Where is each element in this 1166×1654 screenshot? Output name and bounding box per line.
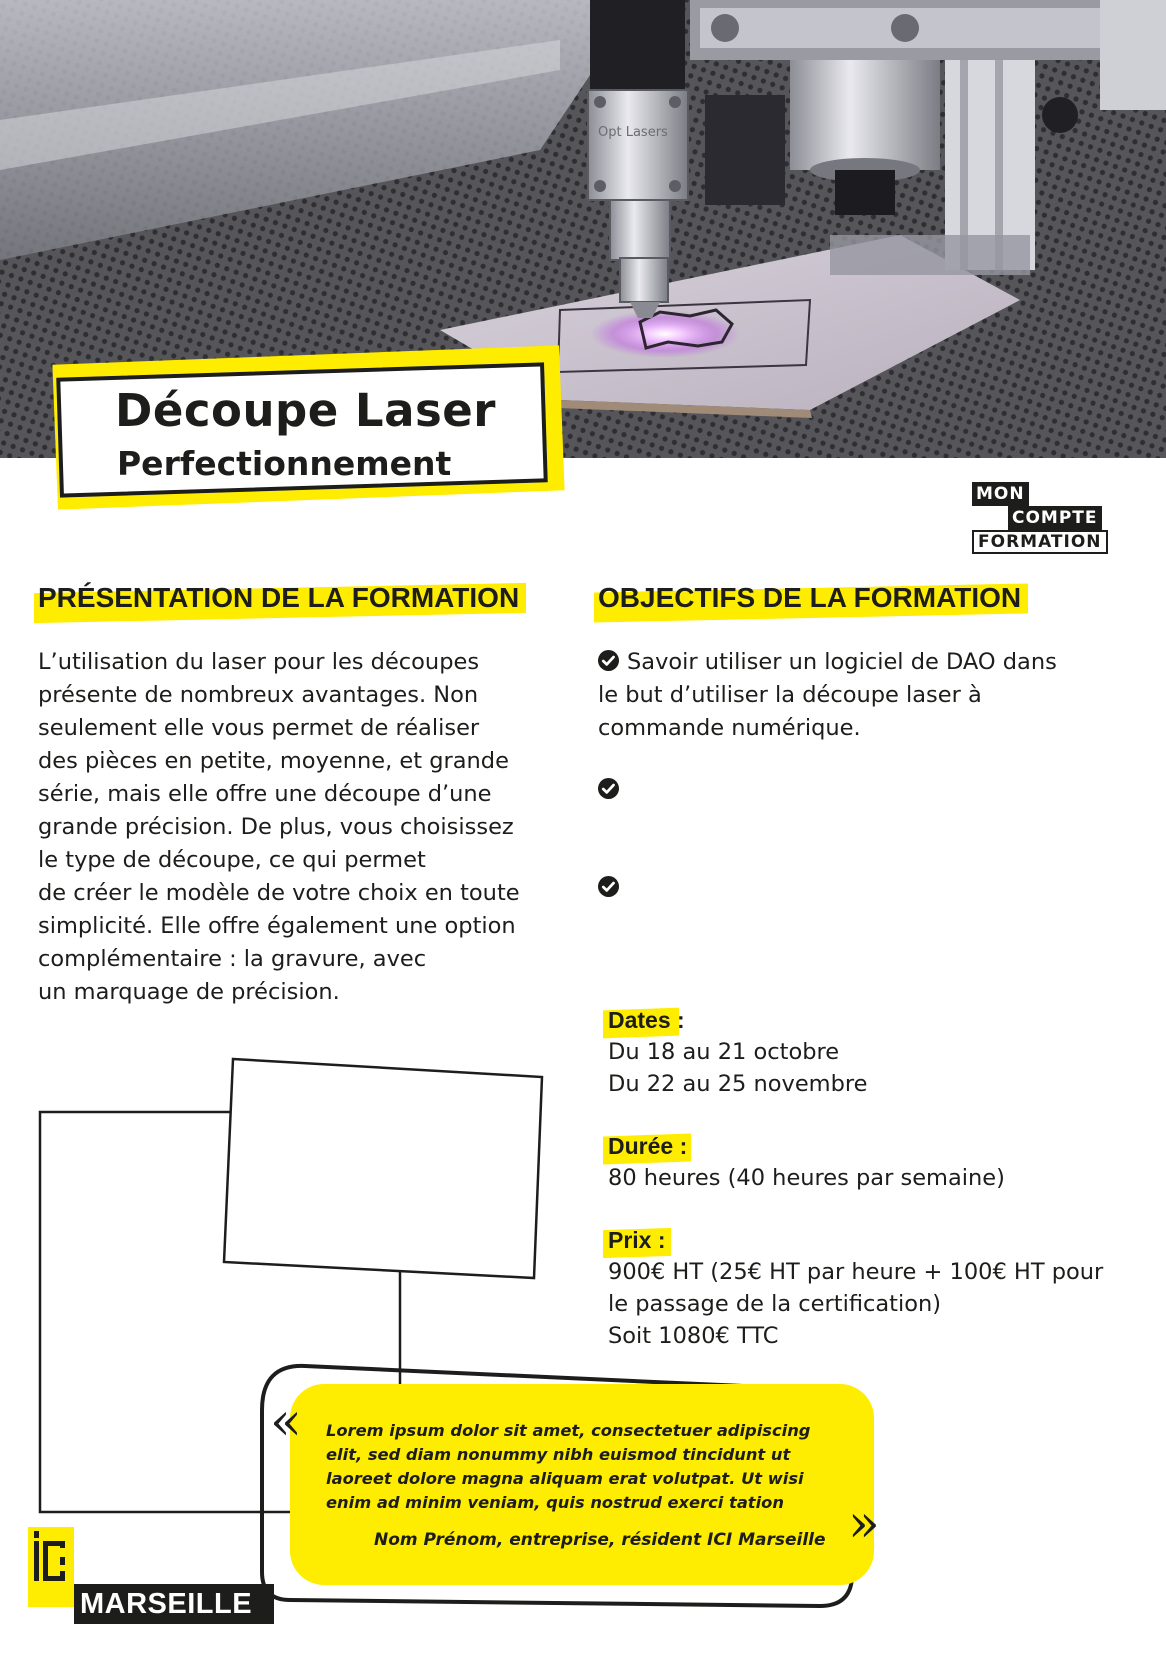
dates-block <box>608 1004 688 1036</box>
objective-item <box>598 872 627 905</box>
duration-value: 80 heures (40 heures par semaine) <box>608 1165 1005 1191</box>
mon-compte-formation-logo <box>972 482 1102 554</box>
presentation-line: simplicité. Elle offre également une option <box>38 913 516 939</box>
presentation-line: le type de découpe, ce qui permet <box>38 847 426 873</box>
testimonial-text <box>326 1419 826 1515</box>
objective-text: Savoir utiliser un logiciel de DAO dans <box>627 649 1057 675</box>
testimonial-line: enim ad minim veniam, quis nostrud exerci tation <box>326 1493 784 1512</box>
photo-brand-label: Opt Lasers <box>598 125 668 140</box>
objective-text-line: le but d’utiliser la découpe laser à <box>598 682 982 708</box>
presentation-line: un marquage de précision. <box>38 979 340 1005</box>
date-line: Du 22 au 25 novembre <box>608 1071 868 1097</box>
duration-label: Durée : <box>608 1133 688 1159</box>
logo-line-compte: COMPTE <box>1008 506 1102 530</box>
page-subtitle: Perfectionnement <box>117 444 452 483</box>
presentation-line: série, mais elle offre une découpe d’une <box>38 781 492 807</box>
price-line: le passage de la certification) <box>608 1291 942 1317</box>
price-line: Soit 1080€ TTC <box>608 1323 779 1349</box>
presentation-heading: PRÉSENTATION DE LA FORMATION <box>38 582 520 613</box>
check-circle-icon <box>598 650 619 671</box>
open-quote-mark: « <box>270 1392 302 1452</box>
testimonial-author: Nom Prénom, entreprise, résident ICI Marseille <box>374 1530 826 1550</box>
page-title: Découpe Laser <box>115 384 496 437</box>
presentation-paragraph <box>38 646 578 1009</box>
presentation-line: L’utilisation du laser pour les découpes <box>38 649 480 675</box>
check-circle-icon <box>598 778 619 799</box>
objective-item <box>598 774 627 807</box>
small-image-frame <box>224 1059 542 1278</box>
ici-logo-city: MARSEILLE <box>74 1584 274 1624</box>
date-line: Du 18 au 21 octobre <box>608 1039 840 1065</box>
presentation-line: grande précision. De plus, vous choisissez <box>38 814 514 840</box>
presentation-line: seulement elle vous permet de réaliser <box>38 715 480 741</box>
check-circle-icon <box>598 876 619 897</box>
logo-line-formation: FORMATION <box>972 530 1108 554</box>
objectives-heading-block <box>598 580 1028 616</box>
presentation-line: de créer le modèle de votre choix en toute <box>38 880 520 906</box>
testimonial-line: laoreet dolore magna aliquam erat volutpat. Ut wisi <box>326 1469 804 1488</box>
ici-marseille-logo <box>28 1527 253 1627</box>
price-label: Prix : <box>608 1227 666 1253</box>
objectives-heading: OBJECTIFS DE LA FORMATION <box>598 582 1022 613</box>
objective-text-line: commande numérique. <box>598 715 861 741</box>
testimonial-line: elit, sed diam nonummy nibh euismod tincidunt ut <box>326 1445 791 1464</box>
testimonial-line: Lorem ipsum dolor sit amet, consectetuer adipiscing <box>326 1421 811 1440</box>
close-quote-mark: » <box>848 1494 880 1554</box>
presentation-line: des pièces en petite, moyenne, et grande <box>38 748 509 774</box>
presentation-heading-block <box>38 580 528 616</box>
presentation-line: complémentaire : la gravure, avec <box>38 946 427 972</box>
price-line: 900€ HT (25€ HT par heure + 100€ HT pour <box>608 1259 1104 1285</box>
presentation-line: présente de nombreux avantages. Non <box>38 682 479 708</box>
logo-line-mon: MON <box>972 482 1029 506</box>
objective-item <box>598 646 1057 679</box>
dates-label: Dates : <box>608 1007 685 1033</box>
